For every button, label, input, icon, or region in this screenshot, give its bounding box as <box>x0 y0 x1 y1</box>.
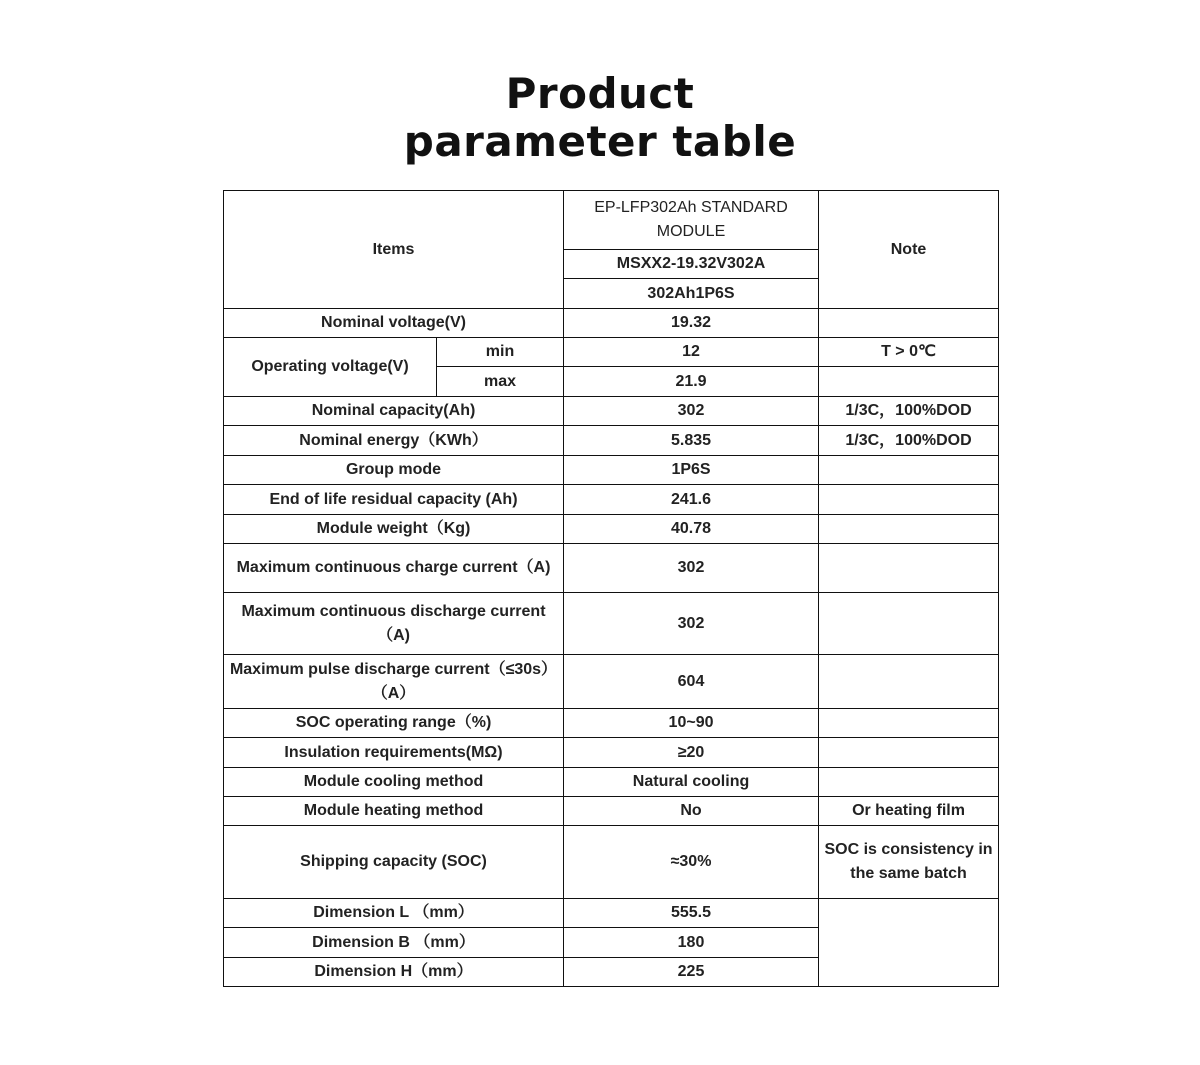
header-model-line-1: EP-LFP302Ah STANDARD MODULE <box>564 191 819 250</box>
row-label: Shipping capacity (SOC) <box>224 826 564 899</box>
row-value: 5.835 <box>564 426 819 456</box>
row-note <box>819 456 999 485</box>
row-note <box>819 709 999 738</box>
row-label: Operating voltage(V) <box>224 338 437 397</box>
row-value: 302 <box>564 544 819 593</box>
row-sublabel: max <box>437 367 564 397</box>
table-row <box>224 797 999 826</box>
row-value: 10~90 <box>564 709 819 738</box>
row-label: Nominal capacity(Ah) <box>224 397 564 426</box>
parameter-table <box>223 190 999 987</box>
row-value: No <box>564 797 819 826</box>
row-label: Module cooling method <box>224 768 564 797</box>
row-value: 225 <box>564 958 819 987</box>
row-label: Maximum continuous discharge current（A) <box>224 593 564 655</box>
row-note: Or heating film <box>819 797 999 826</box>
row-note: 1/3C，100%DOD <box>819 397 999 426</box>
page-title <box>0 70 1200 166</box>
row-value: 302 <box>564 397 819 426</box>
row-value: 604 <box>564 655 819 709</box>
row-label: Dimension L （mm） <box>224 899 564 928</box>
table-row <box>224 899 999 928</box>
table-row <box>224 768 999 797</box>
row-label: Module weight（Kg) <box>224 515 564 544</box>
row-note: T > 0℃ <box>819 338 999 367</box>
row-note <box>819 485 999 515</box>
table-row <box>224 485 999 515</box>
header-model-line-2: MSXX2-19.32V302A <box>564 250 819 279</box>
row-label: Nominal voltage(V) <box>224 309 564 338</box>
table-row <box>224 515 999 544</box>
row-note <box>819 367 999 397</box>
row-label: Group mode <box>224 456 564 485</box>
row-label: End of life residual capacity (Ah) <box>224 485 564 515</box>
row-label: Dimension H（mm） <box>224 958 564 987</box>
row-label: SOC operating range（%) <box>224 709 564 738</box>
table-row <box>224 709 999 738</box>
header-row <box>224 191 999 250</box>
row-note <box>819 593 999 655</box>
row-note <box>819 309 999 338</box>
row-value: 12 <box>564 338 819 367</box>
row-value: 180 <box>564 928 819 958</box>
table-row <box>224 593 999 655</box>
table-row <box>224 309 999 338</box>
row-label: Module heating method <box>224 797 564 826</box>
table-row <box>224 426 999 456</box>
title-line-2: parameter table <box>403 117 797 166</box>
row-note <box>819 899 999 987</box>
table-row <box>224 397 999 426</box>
row-note: 1/3C，100%DOD <box>819 426 999 456</box>
row-label: Maximum pulse discharge current（≤30s）（A） <box>224 655 564 709</box>
row-value: 555.5 <box>564 899 819 928</box>
table-row <box>224 544 999 593</box>
row-label: Maximum continuous charge current（A) <box>224 544 564 593</box>
header-items: Items <box>224 191 564 309</box>
row-note <box>819 544 999 593</box>
table-row <box>224 456 999 485</box>
row-note <box>819 655 999 709</box>
header-model-line-3: 302Ah1P6S <box>564 279 819 309</box>
row-note <box>819 738 999 768</box>
header-note: Note <box>819 191 999 309</box>
row-label: Nominal energy（KWh） <box>224 426 564 456</box>
row-note <box>819 515 999 544</box>
row-value: 1P6S <box>564 456 819 485</box>
row-label: Dimension B （mm） <box>224 928 564 958</box>
row-value: ≈30% <box>564 826 819 899</box>
title-line-1: Product <box>505 69 695 118</box>
table-row <box>224 826 999 899</box>
row-value: Natural cooling <box>564 768 819 797</box>
row-value: ≥20 <box>564 738 819 768</box>
row-value: 241.6 <box>564 485 819 515</box>
row-note <box>819 768 999 797</box>
row-label: Insulation requirements(MΩ) <box>224 738 564 768</box>
table-row <box>224 738 999 768</box>
table-row <box>224 338 999 367</box>
row-value: 40.78 <box>564 515 819 544</box>
row-sublabel: min <box>437 338 564 367</box>
table-row <box>224 655 999 709</box>
row-value: 302 <box>564 593 819 655</box>
row-value: 19.32 <box>564 309 819 338</box>
row-note: SOC is consistency in the same batch <box>819 826 999 899</box>
row-value: 21.9 <box>564 367 819 397</box>
